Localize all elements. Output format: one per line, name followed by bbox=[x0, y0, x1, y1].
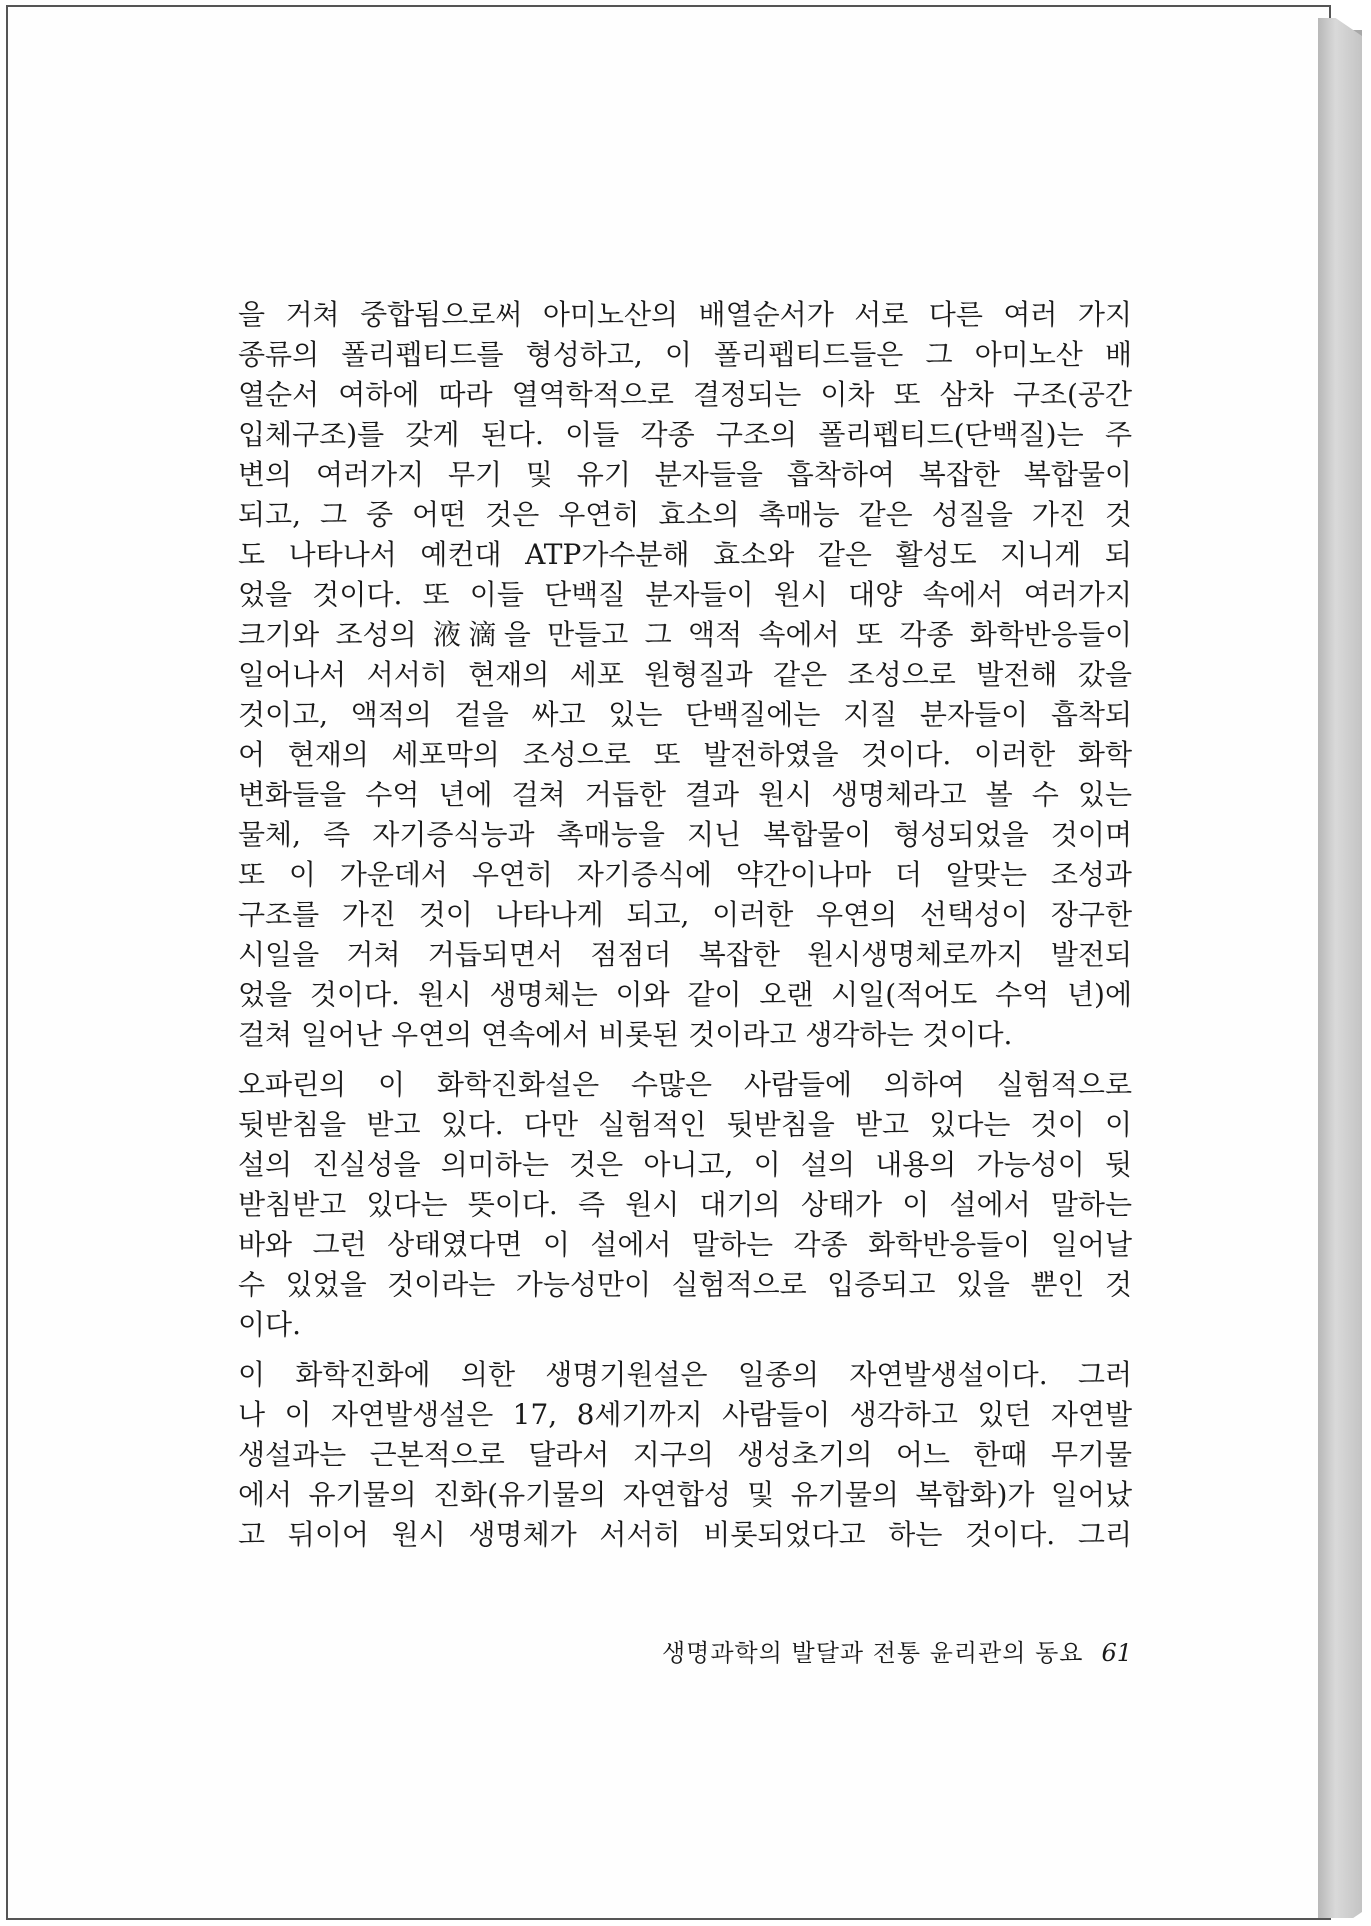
text-line: 열순서 여하에 따라 열역학적으로 결정되는 이차 또 삼차 구조(공간 bbox=[238, 378, 1132, 411]
text-line: 바와 그런 상태였다면 이 설에서 말하는 각종 화학반응들이 일어날 bbox=[238, 1228, 1132, 1261]
text-line: 일어나서 서서히 현재의 세포 원형질과 같은 조성으로 발전해 갔을 bbox=[238, 658, 1132, 691]
text-line: 변화들을 수억 년에 걸쳐 거듭한 결과 원시 생명체라고 볼 수 있는 bbox=[238, 778, 1132, 811]
text-line: 을 거쳐 중합됨으로써 아미노산의 배열순서가 서로 다른 여러 가지 bbox=[238, 298, 1132, 331]
text-line: 또 이 가운데서 우연히 자기증식에 약간이나마 더 알맞는 조성과 bbox=[238, 858, 1132, 891]
paragraph-2 bbox=[238, 1065, 1132, 1345]
text-line: 것이고, 액적의 겉을 싸고 있는 단백질에는 지질 분자들이 흡착되 bbox=[238, 698, 1132, 731]
text-line: 크기와 조성의 液滴을 만들고 그 액적 속에서 또 각종 화학반응들이 bbox=[238, 618, 1132, 651]
text-line: 도 나타나서 예컨대 ATP가수분해 효소와 같은 활성도 지니게 되 bbox=[238, 538, 1132, 571]
text-line: 생설과는 근본적으로 달라서 지구의 생성초기의 어느 한때 무기물 bbox=[238, 1438, 1132, 1471]
text-line: 나 이 자연발생설은 17, 8세기까지 사람들이 생각하고 있던 자연발 bbox=[238, 1398, 1132, 1431]
text-line: 구조를 가진 것이 나타나게 되고, 이러한 우연의 선택성이 장구한 bbox=[238, 898, 1132, 931]
text-line: 물체, 즉 자기증식능과 촉매능을 지닌 복합물이 형성되었을 것이며 bbox=[238, 818, 1132, 851]
text-line: 고 뒤이어 원시 생명체가 서서히 비롯되었다고 하는 것이다. 그리 bbox=[238, 1518, 1132, 1551]
page-number: 61 bbox=[1101, 1639, 1132, 1667]
text-line: 설의 진실성을 의미하는 것은 아니고, 이 설의 내용의 가능성이 뒷 bbox=[238, 1148, 1132, 1181]
text-line: 이 화학진화에 의한 생명기원설은 일종의 자연발생설이다. 그러 bbox=[238, 1358, 1132, 1391]
text-line: 어 현재의 세포막의 조성으로 또 발전하였을 것이다. 이러한 화학 bbox=[238, 738, 1132, 771]
text-line: 었을 것이다. 원시 생명체는 이와 같이 오랜 시일(적어도 수억 년)에 bbox=[238, 978, 1132, 1011]
text-line: 에서 유기물의 진화(유기물의 자연합성 및 유기물의 복합화)가 일어났 bbox=[238, 1478, 1132, 1511]
text-line: 뒷받침을 받고 있다. 다만 실험적인 뒷받침을 받고 있다는 것이 이 bbox=[238, 1108, 1132, 1141]
body-text bbox=[238, 295, 1132, 1555]
text-line: 시일을 거쳐 거듭되면서 점점더 복잡한 원시생명체로까지 발전되 bbox=[238, 938, 1132, 971]
text-line: 되고, 그 중 어떤 것은 우연히 효소의 촉매능 같은 성질을 가진 것 bbox=[238, 498, 1132, 531]
text-line: 었을 것이다. 또 이들 단백질 분자들이 원시 대양 속에서 여러가지 bbox=[238, 578, 1132, 611]
running-footer bbox=[598, 1636, 1132, 1670]
running-title: 생명과학의 발달과 전통 윤리관의 동요 bbox=[661, 1639, 1084, 1667]
page-stack-edge bbox=[1318, 18, 1362, 1918]
text-line: 이다. bbox=[238, 1308, 301, 1341]
text-line: 오파린의 이 화학진화설은 수많은 사람들에 의하여 실험적으로 bbox=[238, 1068, 1132, 1101]
text-line: 수 있었을 것이라는 가능성만이 실험적으로 입증되고 있을 뿐인 것 bbox=[238, 1268, 1132, 1301]
paragraph-3 bbox=[238, 1355, 1132, 1555]
text-line: 입체구조)를 갖게 된다. 이들 각종 구조의 폴리펩티드(단백질)는 주 bbox=[238, 418, 1132, 451]
text-line: 받침받고 있다는 뜻이다. 즉 원시 대기의 상태가 이 설에서 말하는 bbox=[238, 1188, 1132, 1221]
text-line: 변의 여러가지 무기 및 유기 분자들을 흡착하여 복잡한 복합물이 bbox=[238, 458, 1132, 491]
text-line: 걸쳐 일어난 우연의 연속에서 비롯된 것이라고 생각하는 것이다. bbox=[238, 1018, 1013, 1051]
paragraph-1 bbox=[238, 295, 1132, 1055]
text-line: 종류의 폴리펩티드를 형성하고, 이 폴리펩티드들은 그 아미노산 배 bbox=[238, 338, 1132, 371]
